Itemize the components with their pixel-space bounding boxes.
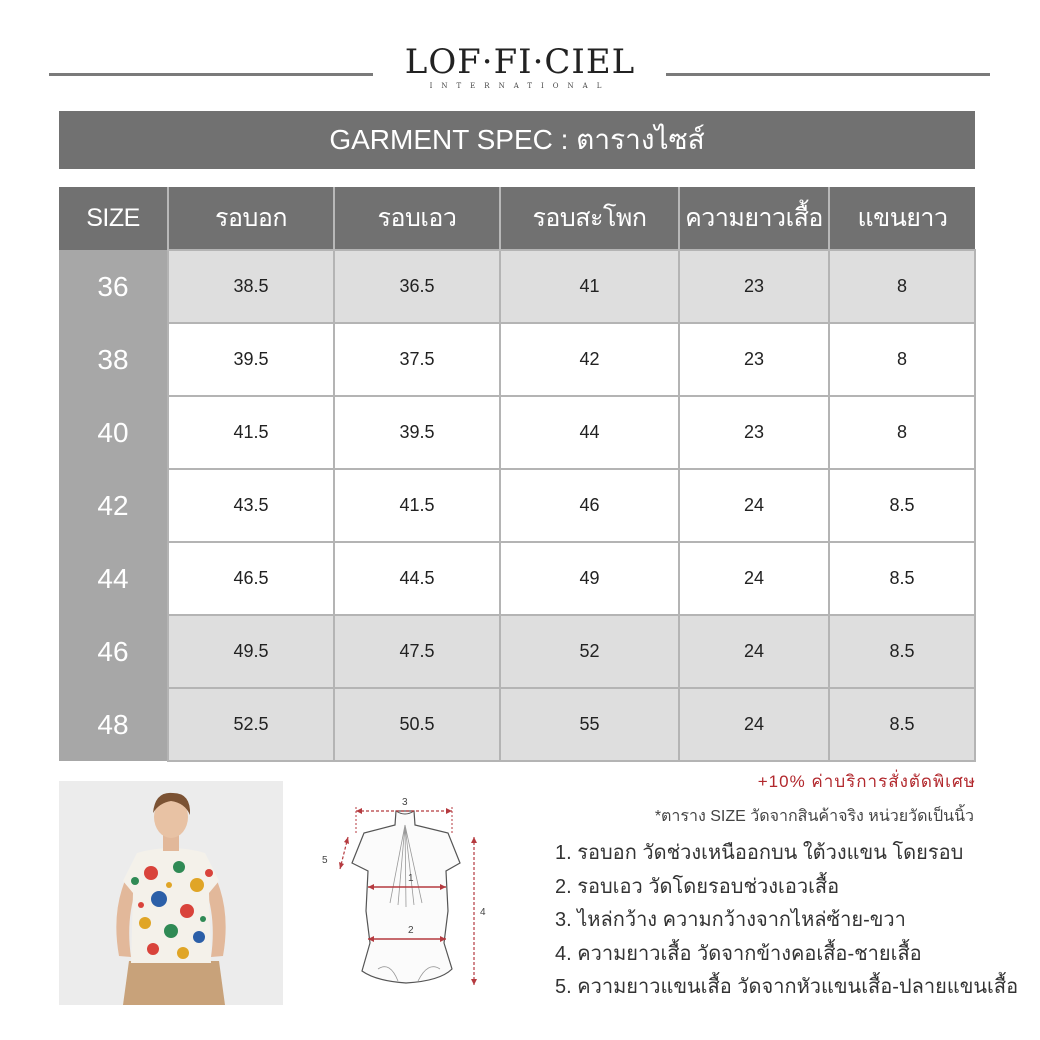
size-cell: 42 — [59, 469, 168, 542]
size-cell: 46 — [59, 615, 168, 688]
waist-cell: 47.5 — [334, 615, 500, 688]
measurement-diagram — [318, 793, 498, 998]
chest-cell: 46.5 — [168, 542, 334, 615]
size-spec-table — [59, 187, 976, 762]
label-2: 2 — [408, 925, 414, 936]
waist-cell: 50.5 — [334, 688, 500, 761]
waist-cell: 37.5 — [334, 323, 500, 396]
length-cell: 24 — [679, 469, 829, 542]
sleeve-cell: 8.5 — [829, 688, 975, 761]
table-row — [59, 323, 975, 396]
size-cell: 36 — [59, 250, 168, 323]
model-illustration — [59, 781, 283, 1005]
length-cell: 24 — [679, 615, 829, 688]
instruction-chest: 1. รอบอก วัดช่วงเหนืออกบน ใต้วงแขน โดยรอบ — [555, 842, 964, 864]
header-hip: รอบสะโพก — [500, 187, 679, 250]
sleeve-cell: 8 — [829, 323, 975, 396]
hip-cell: 41 — [500, 250, 679, 323]
brand-name: LOF·FI·CIEL — [404, 42, 636, 82]
measurement-unit-note: *ตาราง SIZE วัดจากสินค้าจริง หน่วยวัดเป็นนิ้ว — [654, 808, 974, 825]
waist-cell: 36.5 — [334, 250, 500, 323]
sleeve-cell: 8.5 — [829, 615, 975, 688]
header-chest: รอบอก — [168, 187, 334, 250]
table-header-row — [59, 187, 975, 250]
length-cell: 24 — [679, 542, 829, 615]
table-row — [59, 250, 975, 323]
length-cell: 23 — [679, 250, 829, 323]
header-length: ความยาวเสื้อ — [679, 187, 829, 250]
waist-cell: 41.5 — [334, 469, 500, 542]
length-cell: 23 — [679, 323, 829, 396]
brand-subtitle: INTERNATIONAL — [429, 82, 611, 90]
hip-cell: 46 — [500, 469, 679, 542]
length-cell: 24 — [679, 688, 829, 761]
measurement-instructions — [555, 838, 1018, 1006]
hip-cell: 49 — [500, 542, 679, 615]
header-size: SIZE — [59, 187, 168, 250]
label-4: 4 — [480, 907, 486, 918]
sleeve-cell: 8 — [829, 250, 975, 323]
hip-cell: 44 — [500, 396, 679, 469]
size-cell: 48 — [59, 688, 168, 761]
header-sleeve: แขนยาว — [829, 187, 975, 250]
table-row — [59, 615, 975, 688]
brand-logo — [0, 44, 1040, 90]
sleeve-cell: 8 — [829, 396, 975, 469]
blouse-measurement-illustration — [318, 793, 498, 998]
sleeve-cell: 8.5 — [829, 542, 975, 615]
page-title-banner: GARMENT SPEC : ตารางไซส์ — [59, 111, 975, 169]
chest-cell: 39.5 — [168, 323, 334, 396]
size-cell: 38 — [59, 323, 168, 396]
custom-tailoring-surcharge: +10% ค่าบริการสั่งตัดพิเศษ — [757, 772, 976, 791]
sleeve-cell: 8.5 — [829, 469, 975, 542]
table-row — [59, 688, 975, 761]
hip-cell: 52 — [500, 615, 679, 688]
size-cell: 40 — [59, 396, 168, 469]
instruction-sleeve: 5. ความยาวแขนเสื้อ วัดจากหัวแขนเสื้อ-ปลายแขนเสื้อ — [555, 976, 1019, 998]
chest-cell: 38.5 — [168, 250, 334, 323]
size-cell: 44 — [59, 542, 168, 615]
waist-cell: 44.5 — [334, 542, 500, 615]
instruction-length: 4. ความยาวเสื้อ วัดจากข้างคอเสื้อ-ชายเสื้อ — [555, 942, 922, 965]
table-row — [59, 542, 975, 615]
label-3: 3 — [402, 797, 408, 808]
waist-cell: 39.5 — [334, 396, 500, 469]
instruction-waist: 2. รอบเอว วัดโดยรอบช่วงเอวเสื้อ — [555, 875, 840, 898]
chest-cell: 43.5 — [168, 469, 334, 542]
length-cell: 23 — [679, 396, 829, 469]
instruction-shoulder: 3. ไหล่กว้าง ความกว้างจากไหล่ซ้าย-ขวา — [555, 909, 906, 931]
hip-cell: 42 — [500, 323, 679, 396]
label-5: 5 — [322, 855, 328, 866]
label-1: 1 — [408, 873, 414, 884]
table-row — [59, 396, 975, 469]
chest-cell: 49.5 — [168, 615, 334, 688]
hip-cell: 55 — [500, 688, 679, 761]
model-photo — [59, 781, 283, 1005]
header-waist: รอบเอว — [334, 187, 500, 250]
chest-cell: 41.5 — [168, 396, 334, 469]
table-row — [59, 469, 975, 542]
chest-cell: 52.5 — [168, 688, 334, 761]
